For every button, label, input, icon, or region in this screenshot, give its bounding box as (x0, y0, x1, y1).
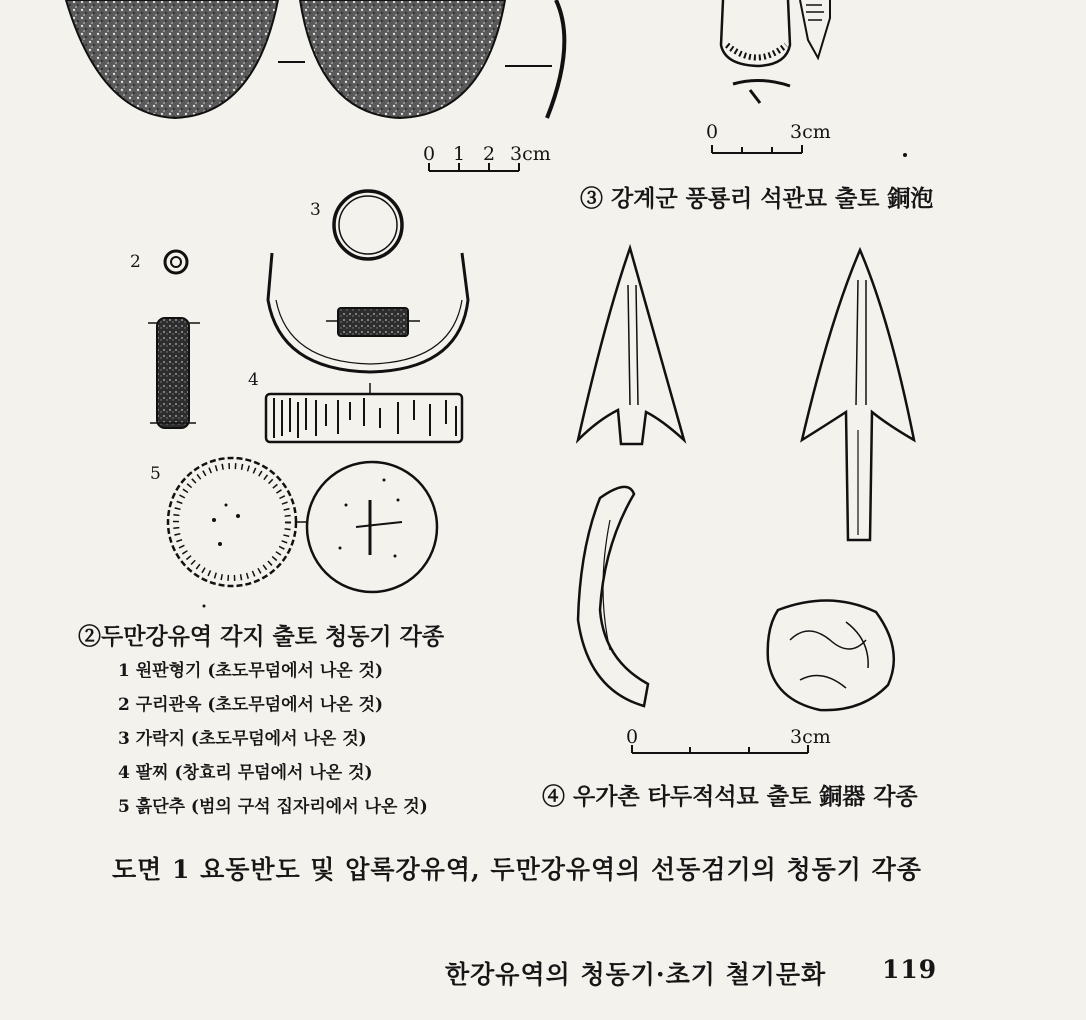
scale-label-2: 2 (483, 143, 496, 165)
caption-fig3: ③ 강계군 풍룡리 석관묘 출토 銅泡 (580, 185, 934, 212)
fig2-item: 3 가락지 (초도무덤에서 나온 것) (118, 729, 367, 749)
page-number: 119 (882, 955, 938, 984)
fig2-item: 5 흙단추 (범의 구석 집자리에서 나온 것) (118, 797, 428, 817)
fig2-item: 2 구리관옥 (초도무덤에서 나온 것) (118, 695, 384, 715)
scale-label-1: 1 (453, 143, 466, 165)
fig2-item: 1 원판형기 (초도무덤에서 나온 것) (118, 661, 384, 681)
lump-object (768, 600, 894, 710)
scale-label-3cm: 3cm (790, 726, 831, 748)
item-number-4: 4 (248, 370, 259, 390)
clay-button-front (168, 458, 296, 586)
arrowhead-right (802, 250, 914, 540)
fig2-item: 4 팔찌 (창효리 무덤에서 나온 것) (118, 763, 373, 783)
scale-label-3cm: 3cm (790, 121, 831, 143)
scale-label-0: 0 (706, 121, 719, 143)
ring (326, 191, 420, 336)
mirror-profile (547, 0, 564, 118)
scale-bar-top-right (712, 145, 802, 153)
scale-label-0: 0 (626, 726, 639, 748)
bracelet (266, 383, 462, 442)
running-title: 한강유역의 청동기·초기 철기문화 (445, 960, 827, 989)
scale-label-3cm: 3cm (510, 143, 551, 165)
scale-bar-bottom-right (632, 745, 808, 753)
stray-dot (903, 153, 907, 157)
fig2-item-list (118, 656, 428, 826)
scale-label-0: 0 (423, 143, 436, 165)
disc-mirror-left (66, 0, 278, 118)
stray-dot (203, 605, 206, 608)
bronze-button-drawing (721, 0, 830, 103)
item-number-2: 2 (130, 252, 141, 272)
disc-mirror-right (300, 0, 505, 118)
clay-button-back (307, 462, 437, 592)
caption-fig4: ④ 우가촌 타두적석묘 출토 銅器 각종 (542, 783, 918, 810)
tubular-bead (148, 251, 200, 428)
figure-title: 도면 1 요동반도 및 압록강유역, 두만강유역의 선동검기의 청동기 각종 (112, 855, 922, 884)
scale-bar-top-left (429, 163, 519, 171)
hook-object (578, 487, 648, 706)
item-number-5: 5 (150, 464, 161, 484)
arrowhead-left (578, 248, 684, 444)
item-number-3: 3 (310, 200, 321, 220)
caption-fig2-title: ②두만강유역 각지 출토 청동기 각종 (78, 623, 445, 650)
